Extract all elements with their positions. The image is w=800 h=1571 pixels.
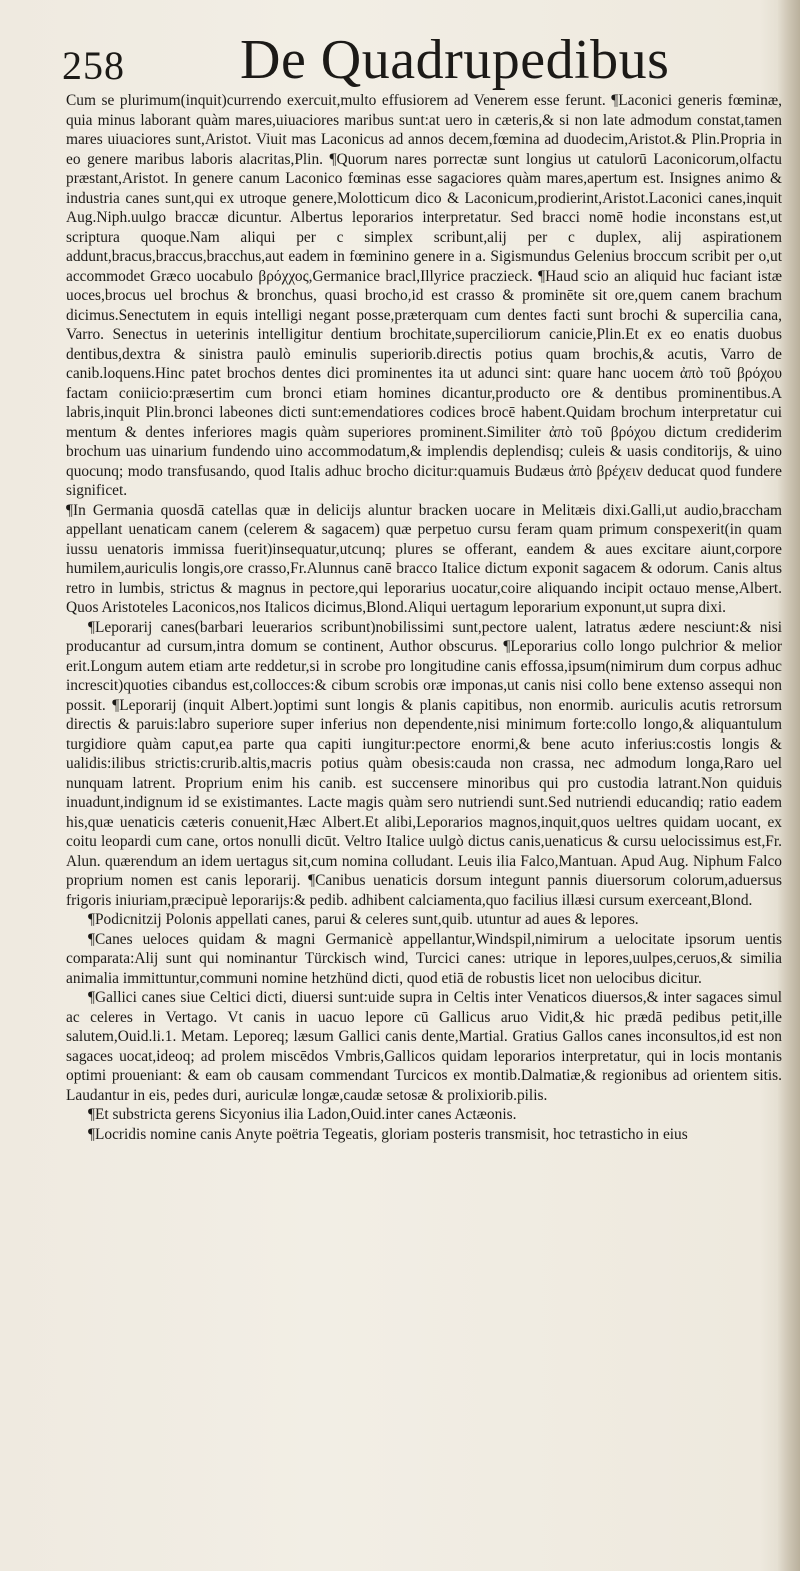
page-number: 258 bbox=[62, 43, 125, 88]
running-title: De Quadrupedibus bbox=[240, 29, 670, 91]
paragraph-gallici: ¶Gallici canes siue Celtici dicti, diuersi sunt:uide supra in Celtis inter Venaticos diuersos,& inter sagaces simul ac celeres in Vertago. Vt canis in uacuo lepore cū Gallicus aruo Vidit,& hic prædā pedibus petit,ille salutem,Ouid.li.1. Metam. Leporeq; læsum Gallici canis dente,Martial. Gratius Gallos canes inconsultos,id est non sagaces uocat,ideoq; ad prolem miscēdos Vmbris,Gallicos quidam leporarios interpretatur, qui in locis montanis optimi proueniant: & eam ob causam commendant Turcicos ex montib.Dalmatiæ,& regionibus ad orientem sitis. Laudantur in eis, pedes duri, auriculæ longæ,caudæ setosæ & prolixiorib.pilis. bbox=[66, 989, 782, 1104]
paragraph-leporarij: ¶Leporarij canes(barbari leuerarios scribunt)nobilissimi sunt,pectore ualent, latratus ædere nesciunt:& nisi producantur ad cursum,intra domum se continent, Author obscurus. ¶Leporarius collo longo pulchrior & melior erit.Longum autem etiam arte reddetur,si in scrobe pro longitudine canis effossa,ipsum(nimirum dum corpus adhuc increscit)quoties cibandus est,collocces:& cibum scrobis oræ imponas,ut canis nisi collo bene extenso assequi non possit. ¶Leporarij (inquit Albert.)optimi sunt longis & planis capitibus, non enormib. auriculis acutis retrorsum directis & paruis:labro superiore super inferius non dependente,nisi minimum forte:collo longo,& aliquantulum turgidiore quàm caput,ea parte qua capiti iungitur:pectore enormi,& bene acuto inferius:costis longis & ualidis:ilibus strictis:crurib.altis,macris potius quàm obesis:cauda non crassa, nec admodum longa,Raro uel nunquam latrent. Proprium enim his canib. est succensere minoribus qui pro custodia latrant.Non quiduis inuadunt,indignum id se existimantes. Lacte magis quàm sero nutriendi sunt.Sed nutriendi educandiq; ratio eadem his,quæ uenaticis cæteris conuenit,Hæc Albert.Et alibi,Leporarios magnos,inquit,quos ueltres quidam uocant, ex coitu leopardi cum cane, ortos nonulli dicūt. Veltro Italice uulgò dictus canis,uenaticus & cursu uelocissimus est,Fr. Alun. quærendum an idem uertagus sit,cum nomina colludant. Leuis ilia Falco,Mantuan. Apud Aug. Niphum Falco proprium nomen est canis leporarij. ¶Canibus uenaticis dorsum integunt pannis diuersorum colorum,aduersus frigoris iniuriam,præcipuè leporarijs:& pedib. adhibent calciamenta,quo facilius illæsi cursum exerceant,Blond. bbox=[66, 618, 782, 909]
page-header bbox=[62, 14, 770, 94]
paragraph-podicnitzij: ¶Podicnitzij Polonis appellati canes, parui & celeres sunt,quib. utuntur ad aues & lepores. bbox=[88, 911, 639, 928]
paragraph-locridis: ¶Locridis nomine canis Anyte poëtria Tegeatis, gloriam posteris transmisit, hoc tetrasticho in eius bbox=[88, 1125, 688, 1143]
main-text bbox=[66, 91, 782, 1144]
paragraph-ladon: ¶Et substricta gerens Sicyonius ilia Ladon,Ouid.inter canes Actæonis. bbox=[88, 1106, 517, 1123]
paragraph-windspil: ¶Canes ueloces quidam & magni Germanicè appellantur,Windspil,nimirum a uelocitate ipsorum uentis comparata:Alij sunt qui nominantur Türckisch wind, Turcici canes: utrique in lepores,uulpes,ceruos,& similia animalia immittuntur,communi nomine hetzhünd dicti, quod etiā de robustis licet non uelocibus dicitur. bbox=[66, 930, 782, 987]
paragraph-laconici: Cum se plurimum(inquit)currendo exercuit,multo effusiorem ad Venerem esse ferunt. ¶Laconici generis fœminæ, quia minus laborant quàm mares,uiuaciores maribus sunt:at uero in cæteris,& si non late admodum constat,tamen mares uiuaciores sunt,Aristot. Viuit mas Laconicus ad annos decem,fœmina ad duodecim,Aristot.& Plin.Propria in eo genere maribus laboris alacritas,Plin. ¶Quorum nares porrectæ sunt longius ut catulorū Laconicorum,olfactu præstant,Aristot. In genere canum Laconico fœminas esse sagaciores quàm mares,apertum est. Insignes animo & industria canes sunt,qui ex utroque genere,Molotticum dico & Laconicum,prodierint,Aristot.Laconici canes,inquit Aug.Niph.uulgo braccæ dicuntur. Albertus leporarios interpretatur. Sed bracci nomē hodie inconstans est,ut scriptura quoque.Nam aliqui per c simplex scribunt,alij per c duplex, alij aspirationem addunt,bracus,braccus,bracchus,aut eadem in fœminino genere in a. Sigismundus Gelenius broccum scribit per o,ut accommodet Græco uocabulo βρόχχος,Germanice bracl,Illyrice praczieck. ¶Haud scio an aliquid huc faciant istæ uoces,brocus uel brochus & bronchus, quasi brocho,id est crasso & prominēte sit ore,quem canem brachum dicimus.Senectutem in equis intelligi negant posse,præterquam cum dentes facti sunt brochi & supercilia cana, Varro. Senectus in ueterinis intelligitur dentium brochitate,superciliorum canicie,Plin.Et ex eo enatis duobus dentibus,dextra & sinistra paulò eminulis superiorib.directis potius quam brochis,& acutis, Varro de canib.loquens.Hinc patet brochos dentes dici prominentes ita ut adunci sint: quare hanc uocem ἀπὸ τοῦ βρόχου factam coniicio:præsertim cum bronci etiam homines dicantur,producto ore & dentibus prominentibus.A labris,inquit Plin.bronci labeones dicti sunt:emendatiores codices brocē habent.Quidam brochum interpretatur cui mentum & dentes inferiores magis quàm superiores prominent.Similiter ἀπὸ τοῦ βρόχου dictum crediderim brochum uas uinarium fundendo uino accommodatum,& implendis deplendisq; culeis & uasis conditorijs, & uino quocunq; modo transfusando, quod Italis adhuc brocho dicitur:quamuis Budæus ἀπὸ βρέχειν deducat quod fundere significet. bbox=[66, 92, 782, 499]
paragraph-bracken: ¶In Germania quosdā catellas quæ in delicijs aluntur bracken uocare in Melitæis dixi.Galli,ut audio,braccham appellant uenaticam canem (celerem & sagacem) quæ perpetuo cursu feram quam primum conspexerit(in quam iussu uenatoris immissa fuerit)insequatur,utcunq; plures se offerant, eandem & aues excitare aiunt,corpore humilem,auriculis longis,ore crasso,Fr.Alunnus canē bracco Italice dictum exponit sagacem & odorum. Canis altus retro in lumbis, strictus & magnus in pectore,qui leporarius uocatur,coire aliquando incipit octauo mense,Albert. Quos Aristoteles Laconicos,nos Italicos dicimus,Blond.Aliqui uertagum leporarium exponunt,ut supra dixi. bbox=[66, 501, 782, 616]
